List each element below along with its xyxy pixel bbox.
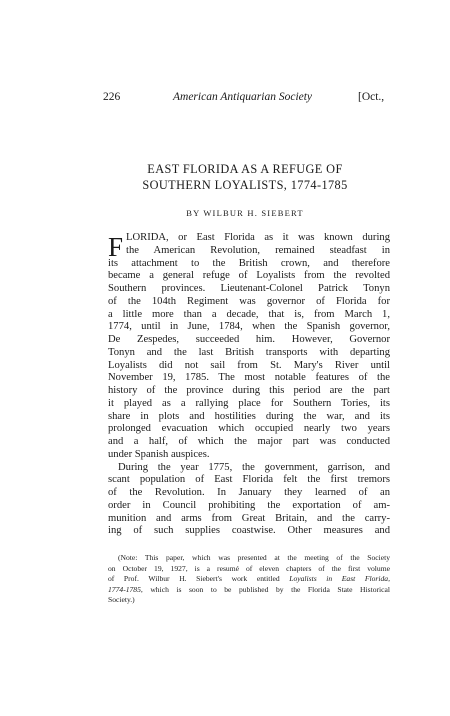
article-body xyxy=(108,232,390,538)
body-line: LORIDA, or East Florida as it was known during xyxy=(126,232,390,243)
body-line: a little more than a decade, that is, from March 1, xyxy=(108,308,390,320)
note-line: on October 19, 1927, is a resumé of eleven chapters of the first volume xyxy=(108,563,390,573)
byline: BY WILBUR H. SIEBERT xyxy=(186,208,304,218)
body-line: 1774, until in June, 1784, when the Spanish governor, xyxy=(108,321,390,333)
body-line: order in Council prohibiting the exportation of am- xyxy=(108,499,390,511)
body-line: November 19, 1785. The most notable features of the xyxy=(108,372,390,384)
body-line: prolonged evacuation which occupied nearly two years xyxy=(108,423,390,435)
body-line: munition and arms from Great Britain, and the carry- xyxy=(108,512,390,524)
body-line: ing of such supplies coastwise. Other measures and xyxy=(108,525,390,537)
journal-name: American Antiquarian Society xyxy=(173,91,313,103)
editorial-note xyxy=(108,553,390,606)
book-years: 1774-1785 xyxy=(108,584,141,594)
body-line: Tonyn and the last British transports with departing xyxy=(108,346,390,358)
page-number: 226 xyxy=(103,91,121,103)
body-line: history of the province during this period are the part xyxy=(108,385,390,396)
body-line: De Zespedes, succeeded him. However, Governor xyxy=(108,334,390,345)
body-line: scant population of East Florida felt the first tremors xyxy=(108,474,390,486)
title-line-2: SOUTHERN LOYALISTS, 1774-1785 xyxy=(142,178,348,192)
note-text: of Prof. Wilbur H. Siebert's work entitled xyxy=(108,574,290,583)
note-line: Society.) xyxy=(108,595,135,604)
body-line: its attachment to the British crown, and therefore xyxy=(108,257,390,269)
body-line: of the Revolution. In January they learned of an xyxy=(108,487,390,498)
body-line: the American Revolution, remained steadfast in xyxy=(126,244,390,256)
book-title: Loyalists in East Florida, xyxy=(289,574,390,583)
body-line: Loyalists did not sail from St. Mary's River until xyxy=(108,359,390,371)
body-line: it played as a rallying place for Southern Tories, its xyxy=(108,397,390,409)
note-line xyxy=(108,585,390,596)
body-line: Southern provinces. Lieutenant-Colonel Patrick Tonyn xyxy=(108,283,390,294)
title-line-1: EAST FLORIDA AS A REFUGE OF xyxy=(147,162,343,176)
note-line xyxy=(108,574,390,585)
body-line: During the year 1775, the government, garrison, and xyxy=(118,461,390,473)
issue-month: [Oct., xyxy=(358,91,385,103)
drop-cap: F xyxy=(108,232,124,262)
body-line: share in plots and hostilities during the war, and its xyxy=(108,410,390,422)
body-line: and a half, of which the major part was conducted xyxy=(108,436,390,447)
body-line: of the 104th Regiment was governor of Florida for xyxy=(108,295,390,307)
article-title xyxy=(100,161,390,193)
body-line: under Spanish auspices. xyxy=(108,448,210,460)
body-line: became a general refuge of Loyalists from the revolted xyxy=(108,270,390,282)
note-line: (Note: This paper, which was presented at the meeting of the Society xyxy=(118,553,390,562)
note-text: , which is soon to be published by the Florida State Historical xyxy=(140,584,390,594)
